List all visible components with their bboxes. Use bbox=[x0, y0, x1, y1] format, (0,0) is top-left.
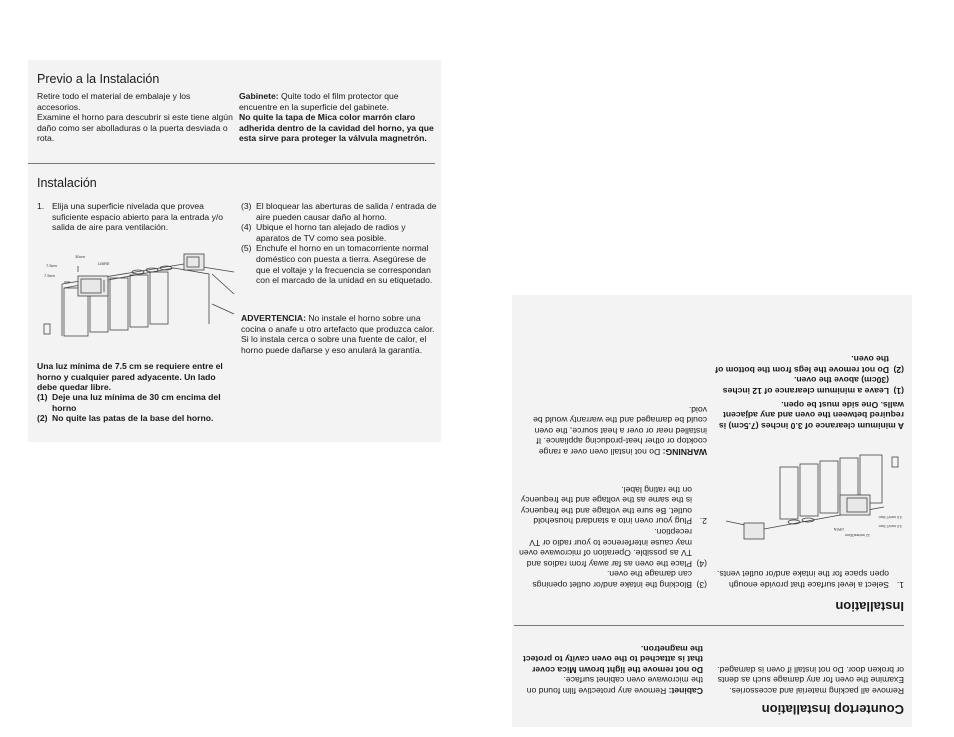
install-step-3 bbox=[241, 201, 437, 222]
rule-1-en bbox=[709, 375, 904, 396]
kitchen-diagram-en bbox=[724, 437, 904, 547]
label-libre: LIBRE bbox=[98, 261, 110, 266]
clearance-note-en: A minimum clearance of 3.0 inches (7.5cm) is required between the oven and any adjacent walls. One side must be open. bbox=[719, 399, 904, 431]
rule-number: (2) bbox=[893, 364, 904, 375]
kitchen-illustration bbox=[34, 244, 236, 354]
clearance-rules bbox=[37, 392, 237, 424]
step-number: 2. bbox=[699, 516, 707, 527]
cabinet-text: Quite todo el film protector que encuentre en la superficie del gabinete. bbox=[239, 91, 399, 112]
step-number: (3) bbox=[241, 201, 252, 211]
step-text: Select a level surface that provide enough open space for the intake and/or outlet vents. bbox=[717, 569, 889, 590]
label-3in-top: 3.0 inch/7.5cm bbox=[878, 524, 902, 528]
install-title-en: Installation bbox=[835, 599, 904, 614]
warning-note-en bbox=[517, 404, 707, 457]
install-step-4 bbox=[241, 222, 437, 243]
label-3in-side: 3.0 inch/7.5cm bbox=[878, 515, 902, 519]
step-text: Elija una superficie nivelada que provea suficiente espacio abierto para la entrada y/o salida de aire para ventilación. bbox=[52, 201, 224, 233]
step-number: 1. bbox=[896, 580, 904, 590]
install-title: Instalación bbox=[37, 176, 97, 190]
section-divider-en bbox=[514, 625, 904, 626]
step-text: Place the oven as far away from radios and TV as possible. Operation of microwave oven may cause interference to your radio or TV reception. bbox=[519, 527, 692, 569]
kitchen-illustration-en bbox=[724, 437, 904, 547]
label-75cm-top: 7.5cm bbox=[46, 263, 57, 268]
install-steps-list bbox=[241, 201, 437, 286]
install-step-4-en bbox=[517, 526, 707, 568]
step-text: El bloquear las aberturas de salida / entrada de aire pueden causar daño al horno. bbox=[256, 201, 437, 222]
countertop-col1: Remove all packing material and accessories. Examine the oven for any damage such as dents or broken door. Do not install if oven is damaged. bbox=[717, 664, 904, 696]
rule-text: No quite las patas de la base del horno. bbox=[52, 413, 214, 424]
step-number: (4) bbox=[696, 558, 707, 569]
install-step-2-en bbox=[517, 484, 707, 526]
install-step-1 bbox=[37, 201, 237, 233]
rule-text: Leave a minimum clearance of 12 inches (30cm) above the oven. bbox=[722, 375, 889, 396]
warning-note bbox=[241, 313, 437, 355]
rule-2 bbox=[37, 413, 237, 424]
rule-number: (1) bbox=[893, 386, 904, 396]
clearance-rules-en bbox=[709, 354, 904, 396]
cabinet-note bbox=[239, 91, 435, 144]
step-number: (4) bbox=[241, 222, 252, 233]
rule-text: Deje una luz mínima de 30 cm encima del horno bbox=[52, 392, 221, 413]
rule-1 bbox=[37, 392, 237, 413]
step-text: Ubique el horno tan alejado de radios y aparatos de TV como sea posible. bbox=[256, 222, 406, 243]
english-page bbox=[512, 295, 912, 727]
rule-2-en bbox=[709, 354, 904, 375]
label-30cm: 30cm bbox=[75, 254, 85, 259]
rule-number: (2) bbox=[37, 413, 48, 424]
rule-text: Do not remove the legs from the bottom of the oven. bbox=[715, 354, 889, 375]
label-12in: 12 inches/30cm bbox=[844, 533, 870, 537]
step-text: Enchufe el horno en un tomacorriente normal doméstico con puesta a tierra. Asegúrese de que el voltaje y la frecuencia se correspondan con el marcado de la unidad en su etiquetado. bbox=[256, 243, 433, 286]
install-step-1-en bbox=[714, 569, 904, 590]
install-steps-list-en bbox=[517, 484, 707, 590]
warning-text: No instale el horno sobre una cocina o anafe u otro artefacto que produzca calor. Si lo instala cerca o sobre una fuente de calor, el horno puede dañarse y eso anulará la garantía. bbox=[241, 313, 435, 355]
warning-label-en: WARNING: bbox=[662, 447, 707, 457]
install-step-3-en bbox=[517, 569, 707, 590]
pre-install-col1: Retire todo el material de embalaje y los accesorios. Examine el horno para descubrir si este tiene algún daño como ser abolladuras o la puerta desviada o rota. bbox=[37, 91, 233, 144]
cabinet-bold-en: Do not remove the light brown Mica cover that is attached to the oven cavity to protect the magnetron. bbox=[522, 643, 703, 675]
rule-number: (1) bbox=[37, 392, 48, 402]
warning-label: ADVERTENCIA: bbox=[241, 313, 306, 323]
cabinet-label-en: Cabinet: bbox=[668, 686, 703, 696]
clearance-note: Una luz mínima de 7.5 cm se requiere entre el horno y cualquier pared adyacente. Un lado debe quedar libre. bbox=[37, 361, 223, 393]
pre-install-title: Previo a la Instalación bbox=[37, 72, 160, 86]
label-open: OPEN bbox=[833, 527, 844, 531]
label-75cm-side: 7.5cm bbox=[44, 273, 55, 278]
warning-text-en: Do not install oven over a range cooktop or other heat-producing appliance. If installed near or over a heat source, the oven could be damaged and the warranty would be void. bbox=[533, 404, 707, 457]
cabinet-text-en: Remove any protective film found on the microwave oven cabinet surface. bbox=[526, 675, 703, 696]
spanish-page bbox=[28, 60, 441, 442]
step-number: 1. bbox=[37, 201, 45, 211]
cabinet-label: Gabinete: bbox=[239, 91, 279, 101]
cabinet-note-en bbox=[517, 643, 703, 696]
step-number: (5) bbox=[241, 243, 252, 254]
step-text: Plug your oven into a standard household outlet. Be sure the voltage and the frequency is the same as the voltage and the frequency on the rating label. bbox=[520, 484, 692, 527]
step-text: Blocking the intake and/or outlet openings can damage the oven. bbox=[532, 569, 692, 590]
countertop-title: Countertop Installation bbox=[761, 702, 904, 717]
install-step-5 bbox=[241, 243, 437, 285]
kitchen-diagram bbox=[34, 244, 236, 354]
step-number: (3) bbox=[696, 580, 707, 590]
section-divider bbox=[28, 163, 435, 164]
cabinet-bold: No quite la tapa de Mica color marrón claro adherida dentro de la cavidad del horno, ya que esta sirve para proteger la válvula magnetrón. bbox=[239, 112, 434, 144]
